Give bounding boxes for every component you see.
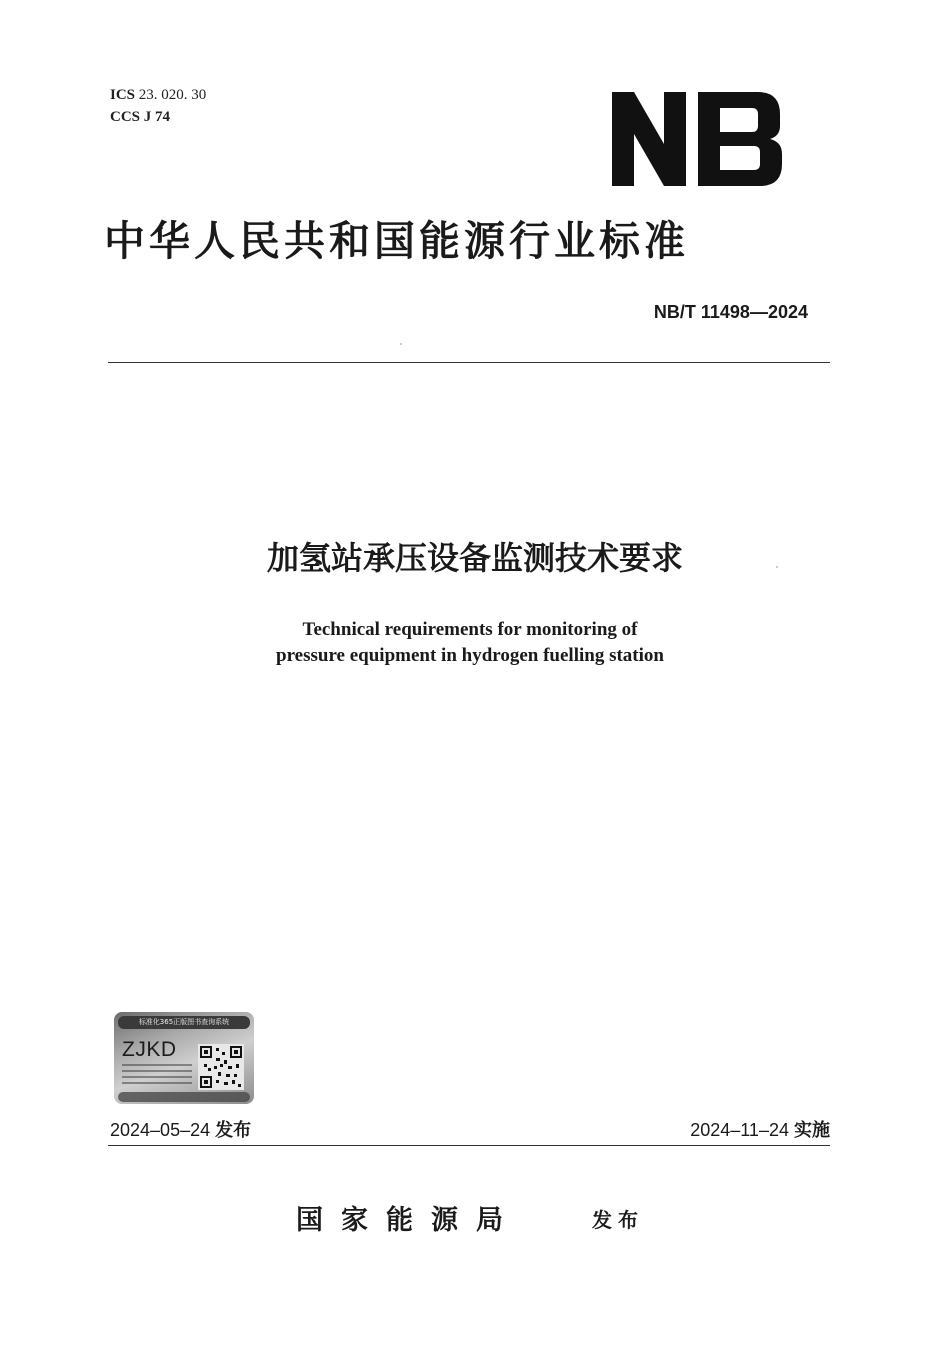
scan-speck	[400, 343, 402, 345]
english-title-line-1: Technical requirements for monitoring of	[302, 619, 638, 640]
authentication-stamp	[114, 1012, 254, 1104]
nb-logo-mark	[612, 92, 784, 186]
issue-date-value: 2024–05–24	[110, 1120, 211, 1140]
stamp-footer-band	[118, 1092, 250, 1102]
ccs-code: J 74	[143, 109, 171, 125]
ccs-line	[110, 106, 206, 128]
bottom-divider	[108, 1145, 830, 1146]
ccs-label: CCS	[110, 109, 141, 125]
industry-standard-title: 中华人民共和国能源行业标准	[104, 217, 689, 265]
document-title-chinese: 加氢站承压设备监测技术要求	[266, 539, 683, 577]
stamp-fine-print	[122, 1064, 192, 1088]
ics-line	[110, 84, 206, 106]
english-title-line-2: pressure equipment in hydrogen fuelling station	[276, 645, 664, 666]
ics-label: ICS	[110, 87, 136, 103]
issue-date	[110, 1116, 251, 1142]
standard-number: NB/T 11498—2024	[653, 302, 808, 322]
publish-label: 发布	[592, 1208, 644, 1232]
stamp-header: 标准化365正版图书查询系统	[118, 1016, 250, 1029]
ics-code: 23. 020. 30	[138, 87, 207, 103]
publisher-name: 国家能源局	[296, 1205, 521, 1236]
implementation-date-suffix: 实施	[794, 1120, 830, 1141]
classification-codes	[110, 84, 206, 128]
top-divider	[108, 362, 830, 363]
implementation-date	[560, 1116, 830, 1142]
implementation-date-value: 2024–11–24	[690, 1120, 789, 1140]
qr-code-icon	[198, 1044, 244, 1090]
stamp-brand: ZJKD	[122, 1038, 177, 1061]
document-title-english	[0, 617, 940, 669]
issue-date-suffix: 发布	[215, 1120, 252, 1141]
nb-logo	[612, 92, 784, 186]
